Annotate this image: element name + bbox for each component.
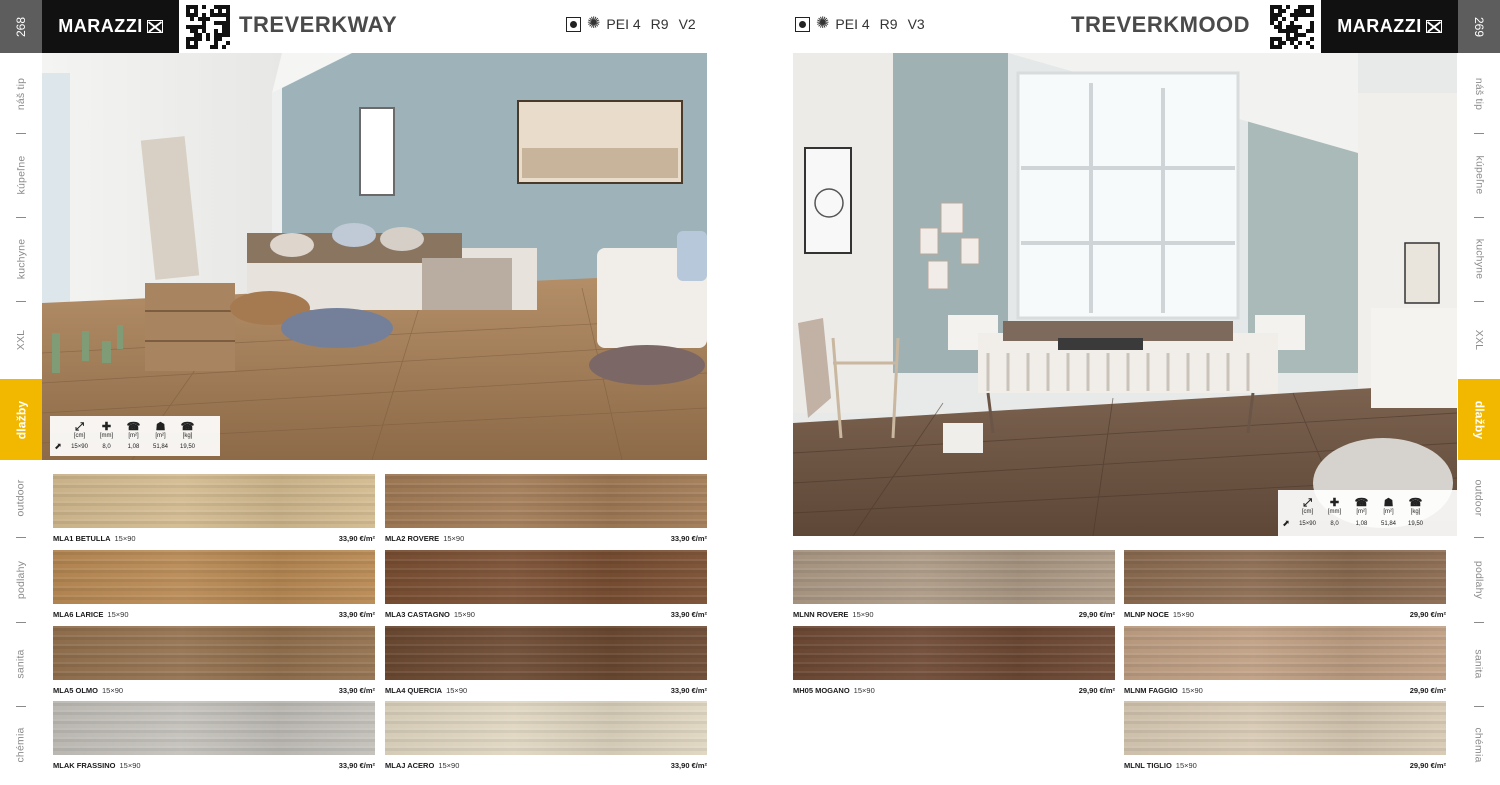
wood-tile-sample — [53, 626, 375, 680]
product-size: 15×90 — [1175, 761, 1197, 770]
nav-item-outdoor[interactable]: outdoor — [14, 479, 27, 517]
product-code: MLAK FRASSINO — [53, 761, 116, 770]
wood-tile-sample — [1124, 626, 1446, 680]
product-swatch[interactable] — [53, 474, 375, 543]
nav-divider — [16, 301, 26, 302]
unit-label: [m²] — [1383, 509, 1394, 515]
room-photo-treverkway — [42, 53, 707, 460]
product-caption — [53, 534, 375, 543]
weight-icon: ☎ — [180, 421, 195, 433]
unit-label: [cm] — [73, 433, 86, 439]
wood-tile-sample — [385, 474, 707, 528]
marazzi-mark-icon — [147, 20, 163, 33]
size-icon: ⤢ — [75, 421, 84, 433]
product-price: 33,90 €/m² — [670, 686, 707, 695]
product-code: MLA4 QUERCIA — [385, 686, 443, 695]
indoor-use-icon — [566, 17, 581, 32]
nav-item-kupelne[interactable]: kúpeľne — [14, 155, 27, 195]
product-price: 33,90 €/m² — [338, 761, 375, 770]
product-caption — [385, 686, 707, 695]
page-number: 269 — [1458, 0, 1500, 53]
product-size: 15×90 — [1181, 686, 1203, 695]
series-title: TREVERKWAY — [239, 12, 398, 37]
product-swatch[interactable] — [1124, 626, 1446, 695]
marazzi-logo: MARAZZI — [1321, 0, 1458, 53]
nav-divider — [16, 217, 26, 218]
qr-code-icon[interactable] — [186, 5, 230, 49]
product-price: 29,90 €/m² — [1409, 761, 1446, 770]
spec-value: 8,0 — [102, 443, 111, 450]
left-side-nav — [0, 0, 42, 785]
nav-divider — [1474, 301, 1484, 302]
product-code: MLNM FAGGIO — [1124, 686, 1178, 695]
product-code: MLA2 ROVERE — [385, 534, 440, 543]
wood-tile-sample — [53, 474, 375, 528]
nav-item-nas-tip[interactable]: náš tip — [1473, 77, 1485, 111]
qr-code-icon[interactable] — [1270, 5, 1314, 49]
product-swatch[interactable] — [1124, 701, 1446, 770]
nav-item-kuchyne[interactable]: kuchyne — [1472, 238, 1485, 280]
product-price: 33,90 €/m² — [338, 610, 375, 619]
product-swatch[interactable] — [53, 626, 375, 695]
nav-divider — [16, 622, 26, 623]
wood-tile-sample — [385, 701, 707, 755]
wood-tile-sample — [385, 626, 707, 680]
box-area-icon: ☎ — [1354, 497, 1369, 509]
product-caption — [793, 686, 1115, 695]
size-icon: ⤢ — [1303, 497, 1312, 509]
nav-divider — [1474, 537, 1484, 538]
spec-value: 15×90 — [1299, 520, 1316, 527]
product-swatch[interactable] — [793, 626, 1115, 695]
unit-label: [mm] — [1327, 509, 1342, 515]
product-size: 15×90 — [102, 686, 124, 695]
product-size: 15×90 — [853, 686, 875, 695]
unit-label: [kg] — [1410, 509, 1421, 515]
thickness-icon: ✚ — [101, 421, 112, 433]
nav-item-xxl[interactable]: XXL — [14, 329, 27, 351]
product-swatch[interactable] — [385, 474, 707, 543]
product-size: 15×90 — [107, 610, 129, 619]
product-size: 15×90 — [852, 610, 874, 619]
product-caption — [793, 610, 1115, 619]
nav-divider — [16, 706, 26, 707]
nav-item-kupelne[interactable]: kúpeľne — [1472, 155, 1485, 195]
nav-divider — [16, 537, 26, 538]
product-swatch[interactable] — [53, 550, 375, 619]
pei-rating: PEI 4 — [606, 16, 641, 32]
product-caption — [1124, 686, 1446, 695]
slip-rating: R9 — [650, 16, 669, 32]
series-title: TREVERKMOOD — [1071, 12, 1251, 37]
spec-value: 1,08 — [1355, 520, 1368, 527]
product-price: 33,90 €/m² — [670, 610, 707, 619]
product-code: MLA3 CASTAGNO — [385, 610, 450, 619]
product-price: 33,90 €/m² — [670, 534, 707, 543]
wood-tile-sample — [1124, 701, 1446, 755]
product-code: MLA1 BETULLA — [53, 534, 111, 543]
spec-value: 19,50 — [179, 443, 195, 450]
product-size: 15×90 — [453, 610, 475, 619]
product-code: MLAJ ACERO — [385, 761, 435, 770]
variation-rating: V2 — [678, 16, 696, 32]
product-caption — [385, 534, 707, 543]
product-caption — [1124, 761, 1446, 770]
nav-item-podlahy[interactable]: podlahy — [1473, 560, 1485, 600]
product-swatch[interactable] — [385, 701, 707, 770]
product-code: MLA6 LARICE — [53, 610, 104, 619]
tile-shape-icon: ⬈ — [1282, 518, 1290, 528]
nav-divider — [1474, 217, 1484, 218]
nav-item-nas-tip[interactable]: náš tip — [15, 77, 27, 111]
product-swatch[interactable] — [385, 550, 707, 619]
room-photo-treverkmood — [793, 53, 1457, 536]
thickness-icon: ✚ — [1329, 497, 1340, 509]
pallet-area-icon: ☗ — [1383, 497, 1394, 509]
product-caption — [53, 610, 375, 619]
product-size: 15×90 — [1172, 610, 1194, 619]
unit-label: [kg] — [182, 433, 193, 439]
product-price: 29,90 €/m² — [1409, 686, 1446, 695]
spec-value: 19,50 — [1407, 520, 1423, 527]
box-area-icon: ☎ — [126, 421, 141, 433]
product-code: MLNN ROVERE — [793, 610, 849, 619]
nav-divider — [16, 133, 26, 134]
unit-label: [m²] — [155, 433, 166, 439]
wood-tile-sample — [53, 550, 375, 604]
unit-label: [m²] — [128, 433, 139, 439]
spec-value: 1,08 — [127, 443, 140, 450]
wood-tile-sample — [793, 626, 1115, 680]
product-code: MLNP NOCE — [1124, 610, 1169, 619]
nav-item-chemia[interactable]: chémia — [1473, 727, 1485, 763]
nav-divider — [1474, 706, 1484, 707]
product-price: 33,90 €/m² — [338, 534, 375, 543]
unit-label: [m²] — [1356, 509, 1367, 515]
product-swatch[interactable] — [53, 701, 375, 770]
product-swatch[interactable] — [385, 626, 707, 695]
indoor-use-icon — [795, 17, 810, 32]
nav-item-dlazby[interactable]: dlažby — [0, 379, 42, 460]
product-caption — [53, 686, 375, 695]
variation-rating: V3 — [907, 16, 925, 32]
wood-tile-sample — [793, 550, 1115, 604]
frost-resistant-icon: ✺ — [816, 15, 830, 32]
spec-value: 51,84 — [152, 443, 168, 450]
nav-divider — [1474, 133, 1484, 134]
spec-value: 8,0 — [1330, 520, 1339, 527]
wood-tile-sample — [53, 701, 375, 755]
nav-item-chemia[interactable]: chémia — [15, 727, 27, 763]
wood-tile-sample — [1124, 550, 1446, 604]
product-size: 15×90 — [119, 761, 141, 770]
nav-item-kuchyne[interactable]: kuchyne — [14, 238, 27, 280]
tile-shape-icon: ⬈ — [54, 441, 62, 451]
spec-table — [50, 416, 220, 456]
product-code: MH05 MOGANO — [793, 686, 850, 695]
spec-badges — [566, 16, 696, 32]
product-swatch[interactable] — [1124, 550, 1446, 619]
product-price: 33,90 €/m² — [670, 761, 707, 770]
nav-item-sanita[interactable]: sanita — [1472, 649, 1485, 679]
nav-item-sanita[interactable]: sanita — [14, 649, 27, 679]
wood-tile-sample — [385, 550, 707, 604]
unit-label: [mm] — [99, 433, 114, 439]
spec-badges — [795, 16, 925, 32]
product-caption — [53, 761, 375, 770]
spec-table — [1278, 490, 1457, 536]
weight-icon: ☎ — [1408, 497, 1423, 509]
right-side-nav — [1458, 0, 1500, 785]
product-size: 15×90 — [443, 534, 465, 543]
product-price: 29,90 €/m² — [1409, 610, 1446, 619]
product-price: 29,90 €/m² — [1078, 610, 1115, 619]
product-code: MLNL TIGLIO — [1124, 761, 1172, 770]
product-caption — [385, 761, 707, 770]
product-size: 15×90 — [446, 686, 468, 695]
nav-item-outdoor[interactable]: outdoor — [1472, 479, 1485, 517]
marazzi-mark-icon — [1426, 20, 1442, 33]
product-price: 33,90 €/m² — [338, 686, 375, 695]
product-code: MLA5 OLMO — [53, 686, 98, 695]
product-caption — [385, 610, 707, 619]
pei-rating: PEI 4 — [835, 16, 870, 32]
page-number: 268 — [0, 0, 42, 53]
nav-divider — [1474, 622, 1484, 623]
spec-value: 15×90 — [71, 443, 88, 450]
nav-item-podlahy[interactable]: podlahy — [15, 560, 27, 600]
marazzi-logo: MARAZZI — [42, 0, 179, 53]
pallet-area-icon: ☗ — [155, 421, 166, 433]
nav-item-dlazby[interactable]: dlažby — [1458, 379, 1500, 460]
slip-rating: R9 — [879, 16, 898, 32]
unit-label: [cm] — [1301, 509, 1314, 515]
product-price: 29,90 €/m² — [1078, 686, 1115, 695]
spec-value: 51,84 — [1380, 520, 1396, 527]
product-size: 15×90 — [438, 761, 460, 770]
product-caption — [1124, 610, 1446, 619]
nav-item-xxl[interactable]: XXL — [1472, 329, 1485, 351]
product-swatch[interactable] — [793, 550, 1115, 619]
frost-resistant-icon: ✺ — [587, 15, 601, 32]
product-size: 15×90 — [114, 534, 136, 543]
